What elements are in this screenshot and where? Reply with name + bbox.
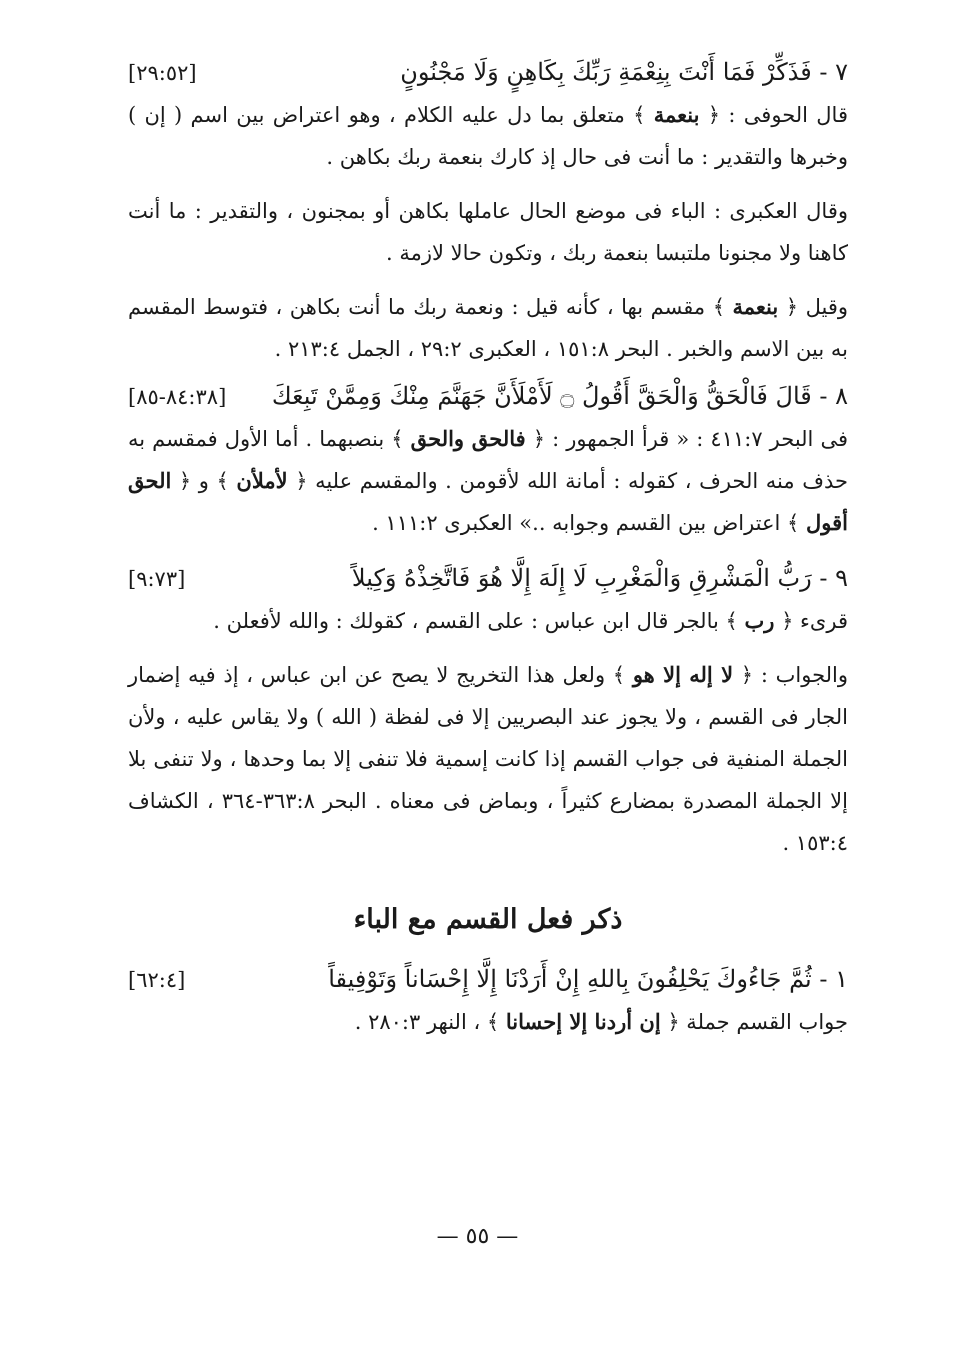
page-number: — ٥٥ — — [436, 1224, 519, 1249]
verse-1 — [128, 965, 848, 993]
verse-9-text: ٩ - رَبُّ الْمَشْرِقِ وَالْمَغْرِبِ لَا إِلَهَ إِلَّا هُوَ فَاتَّخِذْهُ وَكِيلاً — [351, 564, 848, 592]
verse-8-ref: [٨٤:٣٨-٨٥] — [128, 385, 227, 409]
commentary-7-1: قال الحوفى : ﴿ بنعمة ﴾ متعلق بما دل عليه الكلام ، وهو اعتراض بين اسم ( إن ) وخبرها والتقدير : ما أنت فى حال إذ كارك بنعمة ربك بكاهن . — [128, 102, 848, 169]
commentary-9-2: والجواب : ﴿ لا إله إلا هو ﴾ ولعل هذا التخريج لا يصح عن ابن عباس ، إذ فيه إضمار الجار فى القسم ، ولا يجوز عند البصريين إلا فى لفظة ( الله ) ولا يقاس عليه ، ولأن الجملة المنفية فى جواب القسم إذا كانت إسمية فلا تنفى إلا بما وحدها ، ولا تنفى بلا إلا الجملة المصدرة بمضارع كثيراً ، وبماض فى معناه . البحر ٣٦٣:٨-٣٦٤ ، الكشاف ١٥٣:٤ . — [128, 662, 848, 855]
verse-8-text: ٨ - قَالَ فَالْحَقُّ وَالْحَقَّ أَقُولُ ۝ لَأَمْلَأَنَّ جَهَنَّمَ مِنْكَ وَمِمَّنْ تَبِعَكَ — [271, 382, 848, 410]
verse-9 — [128, 564, 848, 592]
verse-7 — [128, 58, 848, 86]
verse-8 — [128, 382, 848, 410]
page-body — [128, 58, 848, 1055]
verse-7-ref: [٢٩:٥٢] — [128, 61, 197, 85]
section-heading: ذكر فعل القسم مع الباء — [353, 904, 623, 935]
verse-1-text: ١ - ثُمَّ جَاءُوكَ يَحْلِفُونَ بِاللهِ إِنْ أَرَدْنَا إِلَّا إِحْسَاناً وَتَوْفِيقاً — [328, 965, 848, 993]
verse-1-ref: [٦٢:٤] — [128, 968, 186, 992]
verse-9-ref: [٩:٧٣] — [128, 567, 186, 591]
commentary-1-1: جواب القسم جملة ﴿ إن أردنا إلا إحسانا ﴾ ، النهر ٢٨٠:٣ . — [354, 1009, 848, 1034]
commentary-8-1: فى البحر ٤١١:٧ : « قرأ الجمهور : ﴿ فالحق والحق ﴾ بنصبهما . أما الأول فمقسم به حذف منه الحرف ، كقوله : أمانة الله لأقومن . والمقسم عليه ﴿ لأملأن ﴾ و ﴿ الحق أقول ﴾ اعتراض بين القسم وجوابه ..» العكبرى ١١١:٢ . — [128, 426, 849, 535]
commentary-9-1: قرىء ﴿ رب ﴾ بالجر قال ابن عباس : على القسم ، كقولك : والله لأفعلن . — [213, 608, 848, 633]
verse-7-text: ٧ - فَذَكِّرْ فَمَا أَنْتَ بِنِعْمَةِ رَبِّكَ بِكَاهِنٍ وَلَا مَجْنُونٍ — [400, 58, 848, 86]
commentary-7-3: وقيل ﴿ بنعمة ﴾ مقسم بها ، كأنه قيل : ونعمة ربك ما أنت بكاهن ، فتوسط المقسم به بين الاسم والخبر . البحر ١٥١:٨ ، العكبرى ٢٩:٢ ، الجمل ٢١٣:٤ . — [128, 294, 848, 361]
commentary-7-2: وقال العكبرى : الباء فى موضع الحال عاملها بكاهن أو بمجنون ، والتقدير : ما أنت كاهنا ولا مجنونا ملتبسا بنعمة ربك ، وتكون حالا لازمة . — [128, 199, 848, 265]
